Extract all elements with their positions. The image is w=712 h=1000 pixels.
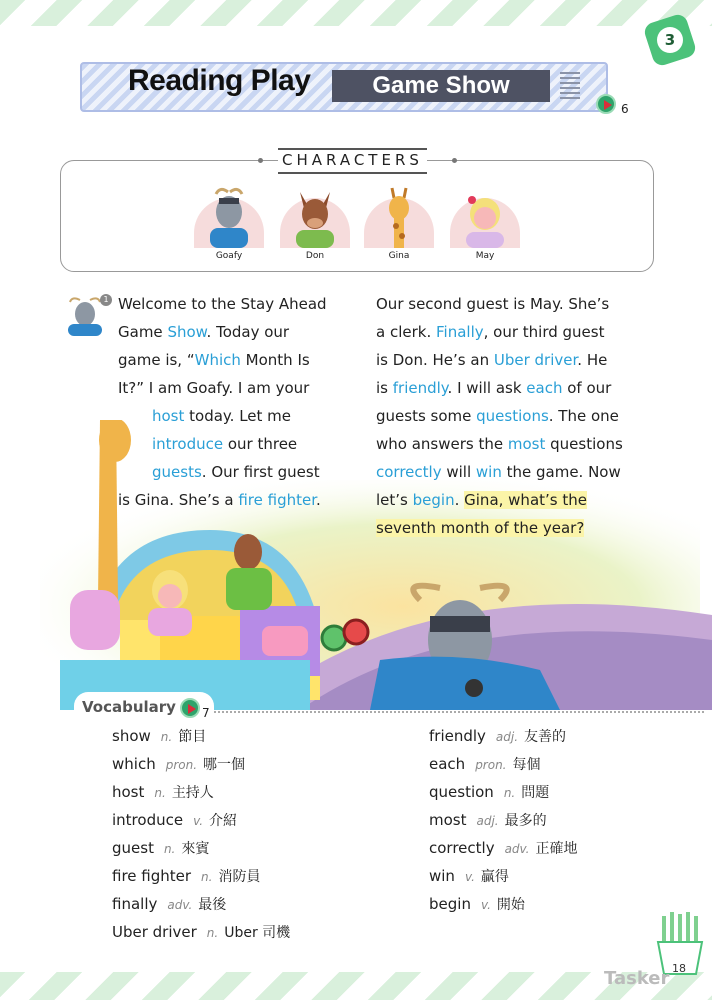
character-name-don: Don <box>305 251 325 261</box>
character-don <box>280 186 350 248</box>
page-title: Reading Play <box>128 64 311 97</box>
story-line <box>152 430 297 458</box>
character-name-goafy: Goafy <box>215 251 243 261</box>
vocab-definition: 開始 <box>496 897 525 913</box>
top-stripe-border <box>0 0 712 26</box>
vocab-word: fire fighter <box>112 867 192 885</box>
vocab-word: each <box>429 755 466 773</box>
vocab-part-of-speech: n. <box>163 842 176 856</box>
pig-icon <box>450 186 520 248</box>
story-text: guests some <box>376 407 477 425</box>
character-name-may: May <box>475 251 495 261</box>
story-text: of our <box>562 379 612 397</box>
character-name-gina: Gina <box>388 251 410 261</box>
story-text: questions <box>545 435 623 453</box>
vocab-part-of-speech: v. <box>480 898 491 912</box>
vocabulary-item <box>112 894 226 914</box>
story-line <box>376 458 621 486</box>
vocab-part-of-speech: n. <box>201 870 213 884</box>
audio-play-icon[interactable] <box>180 698 200 718</box>
story-text: Month Is <box>240 351 310 369</box>
giraffe-icon <box>364 186 434 248</box>
story-line <box>376 346 607 374</box>
donkey-icon <box>280 186 350 248</box>
vocab-word: host <box>112 783 145 801</box>
story-text: a clerk. <box>376 323 436 341</box>
vocab-definition: 最多的 <box>504 813 547 829</box>
vocab-part-of-speech: adv. <box>167 898 193 912</box>
vocabulary-item <box>429 838 578 858</box>
keyword: host <box>152 407 185 425</box>
keyword: friendly <box>392 379 448 397</box>
vocab-definition: 最後 <box>198 897 227 913</box>
audio-play-icon[interactable] <box>596 94 616 114</box>
story-text: , our third guest <box>483 323 605 341</box>
story-text: Our second guest is May. She’s <box>376 295 610 313</box>
vocab-part-of-speech: adj. <box>476 814 499 828</box>
story-text: is Don. He’s an <box>376 351 494 369</box>
vocab-part-of-speech: n. <box>154 786 166 800</box>
vocabulary-item <box>112 866 260 886</box>
vocab-word: win <box>429 867 455 885</box>
vocab-part-of-speech: adv. <box>504 842 530 856</box>
story-text: our three <box>223 435 298 453</box>
keyword: questions <box>476 407 549 425</box>
keyword: Show <box>167 323 207 341</box>
story-text: is <box>376 379 393 397</box>
vocab-part-of-speech: v. <box>464 870 475 884</box>
story-line <box>118 346 310 374</box>
characters-box <box>60 160 654 272</box>
character-gina <box>364 186 434 248</box>
page-number: 18 <box>672 962 686 975</box>
vocab-part-of-speech: n. <box>206 926 219 940</box>
divider-dot <box>258 158 263 163</box>
vocabulary-item <box>112 922 290 942</box>
audio-track-number: 7 <box>202 706 210 720</box>
keyword: Finally <box>436 323 484 341</box>
story-line <box>376 402 619 430</box>
story-text: . Our first guest <box>201 463 320 481</box>
keyword: begin <box>412 491 455 509</box>
story-text: . <box>454 491 465 509</box>
vocabulary-item <box>429 894 525 914</box>
story-line <box>118 318 289 346</box>
vocabulary-divider <box>214 711 704 713</box>
vocab-definition: 來賓 <box>181 841 210 857</box>
vocab-definition: 介紹 <box>209 813 238 829</box>
story-text: . <box>316 491 321 509</box>
story-text: Welcome to the Stay Ahead <box>118 295 327 313</box>
story-line <box>152 402 291 430</box>
story-line <box>376 486 587 514</box>
characters-heading: CHARACTERS <box>278 148 427 174</box>
vocabulary-item <box>429 726 566 746</box>
story-text: is Gina. She’s a <box>118 491 239 509</box>
story-text: . Today our <box>206 323 290 341</box>
audio-track-number: 6 <box>621 102 629 116</box>
highlighted-question: Gina, what’s the <box>464 491 587 509</box>
vocab-part-of-speech: n. <box>503 786 516 800</box>
vocabulary-item <box>429 782 549 802</box>
vocab-word: finally <box>112 895 158 913</box>
highlighted-question: seventh month of the year? <box>376 519 585 537</box>
story-text: It?” I am Goafy. I am your <box>118 379 310 397</box>
vocab-part-of-speech: adj. <box>495 730 519 744</box>
keyword: each <box>526 379 563 397</box>
keyword: Uber driver <box>493 351 578 369</box>
keyword: introduce <box>152 435 224 453</box>
page-subtitle: Game Show <box>332 70 550 102</box>
keyword: win <box>475 463 502 481</box>
vocab-definition: 哪一個 <box>203 757 246 773</box>
story-text: . I will ask <box>447 379 527 397</box>
story-text: today. Let me <box>184 407 292 425</box>
vocab-definition: 消防員 <box>218 869 261 885</box>
vocabulary-item <box>112 782 214 802</box>
keyword: fire fighter <box>238 491 317 509</box>
vocab-word: introduce <box>112 811 184 829</box>
vocabulary-item <box>429 810 547 830</box>
vocab-word: which <box>112 755 156 773</box>
vocabulary-item <box>429 866 509 886</box>
story-text: . The one <box>548 407 619 425</box>
story-line <box>152 458 320 486</box>
vocabulary-item <box>429 754 541 774</box>
vocab-part-of-speech: n. <box>160 730 173 744</box>
vocab-definition: 節目 <box>178 729 207 745</box>
goat-icon <box>194 186 264 248</box>
vocab-definition: 贏得 <box>480 869 509 885</box>
story-text: Game <box>118 323 168 341</box>
keyword: guests <box>152 463 202 481</box>
banner-lines-decoration <box>560 72 580 100</box>
story-line <box>376 374 611 402</box>
vocab-word: show <box>112 727 151 745</box>
story-text: . He <box>577 351 608 369</box>
vocab-definition: 每個 <box>512 757 541 773</box>
story-text: the game. Now <box>501 463 621 481</box>
keyword: Which <box>194 351 241 369</box>
vocab-part-of-speech: v. <box>193 814 204 828</box>
story-line <box>118 290 327 318</box>
story-line <box>118 374 309 402</box>
story-text: who answers the <box>376 435 508 453</box>
vocabulary-item <box>112 810 237 830</box>
story-text: game is, “ <box>118 351 195 369</box>
vocabulary-item <box>112 754 245 774</box>
vocab-definition: 問題 <box>521 785 550 801</box>
story-line <box>376 430 623 458</box>
vocab-part-of-speech: pron. <box>475 758 507 772</box>
story-line <box>118 486 321 514</box>
vocab-word: guest <box>112 839 154 857</box>
character-may <box>450 186 520 248</box>
vocab-word: question <box>429 783 494 801</box>
speaker-number: 1 <box>100 294 112 306</box>
divider-dot <box>452 158 457 163</box>
keyword: correctly <box>376 463 442 481</box>
story-line <box>376 318 604 346</box>
vocab-definition: Uber 司機 <box>224 925 291 941</box>
vocab-word: begin <box>429 895 471 913</box>
vocab-word: friendly <box>429 727 486 745</box>
story-text: let’s <box>376 491 413 509</box>
story-line <box>376 290 609 318</box>
watermark: Tasker <box>604 968 670 989</box>
vocab-definition: 友善的 <box>524 729 567 745</box>
character-goafy <box>194 186 264 248</box>
vocab-word: most <box>429 811 467 829</box>
story-line <box>376 514 584 542</box>
unit-number: 3 <box>657 27 683 53</box>
vocabulary-item <box>112 726 206 746</box>
vocab-definition: 正確地 <box>535 841 578 857</box>
vocab-part-of-speech: pron. <box>165 758 198 772</box>
vocab-word: correctly <box>429 839 495 857</box>
vocab-word: Uber driver <box>112 923 197 941</box>
story-text: will <box>441 463 476 481</box>
vocabulary-heading: Vocabulary <box>82 698 176 716</box>
vocabulary-item <box>112 838 209 858</box>
vocab-definition: 主持人 <box>171 785 214 801</box>
keyword: most <box>507 435 546 453</box>
